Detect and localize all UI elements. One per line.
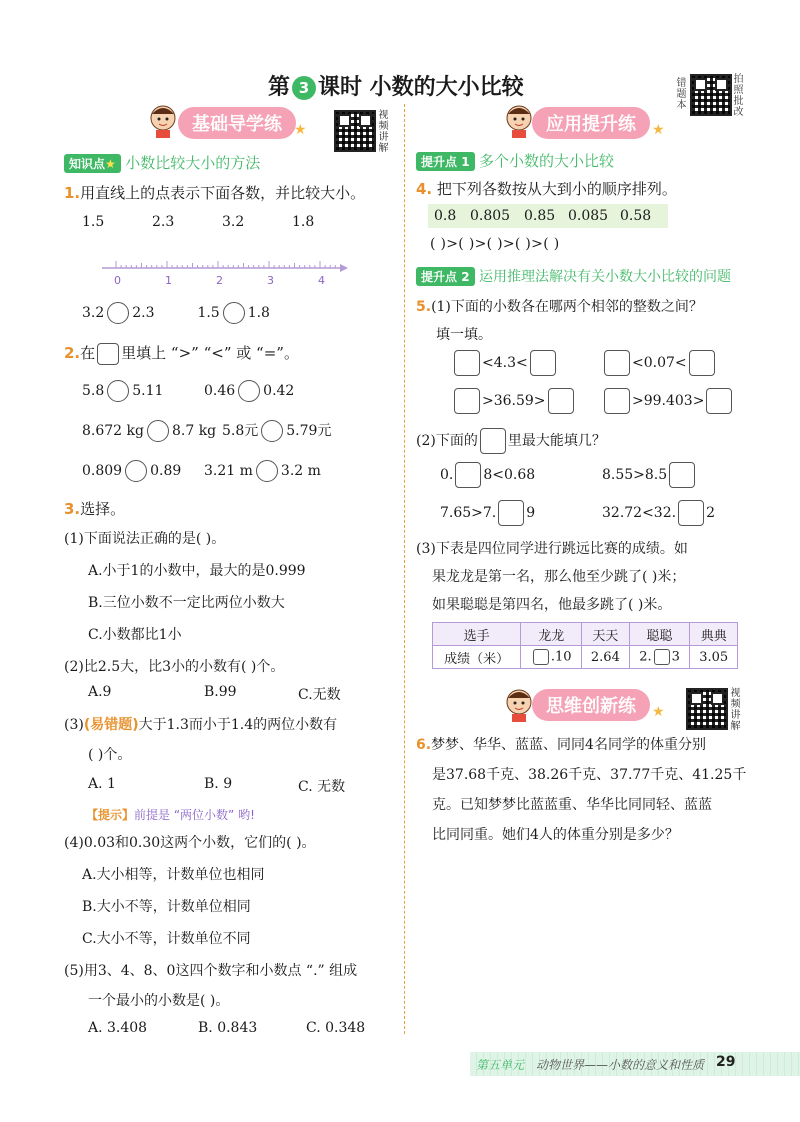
answer-box[interactable] — [654, 649, 670, 665]
answer-box — [480, 428, 506, 454]
qr-code-video-think[interactable] — [686, 688, 728, 730]
answer-box[interactable] — [454, 350, 480, 376]
q5-part-3-c: 如果聪聪是第四名，他最多跳了( )米。 — [432, 597, 672, 613]
option[interactable]: B.99 — [204, 684, 237, 700]
question-5: 5.(1)下面的小数各在哪两个相邻的整数之间？ — [416, 299, 703, 315]
table-cell: 3.05 — [690, 646, 738, 669]
table-header: 龙龙 — [521, 623, 582, 646]
q2-row: 0.809 0.89 — [82, 460, 181, 482]
q3-part-3-blank: ( )个。 — [88, 747, 132, 763]
answer-box[interactable] — [669, 462, 695, 488]
q2-row: 3.21 m 3.2 m — [204, 460, 321, 482]
hint: 【提示】前提是 “两位小数” 哟! — [86, 808, 255, 822]
question-2: 2.在 里填上 “>” “<” 或 “=”。 — [64, 342, 299, 365]
q5-part-3-b: 果龙龙是第一名，那么他至少跳了( )米； — [432, 569, 686, 585]
answer-circle[interactable] — [125, 460, 147, 482]
axis-label: 3 — [267, 274, 274, 287]
improve-point-2-header: 提升点 2 运用推理法解决有关小数大小比较的问题 — [416, 266, 731, 286]
page-title: 第 3 课时 小数的大小比较 — [268, 75, 524, 100]
answer-circle[interactable] — [107, 302, 129, 324]
question-3: 3.选择。 — [64, 500, 126, 518]
option[interactable]: A. 1 — [88, 776, 116, 792]
answer-box[interactable] — [533, 649, 549, 665]
option[interactable]: B. 9 — [204, 776, 233, 792]
qr-code-correction[interactable] — [690, 74, 732, 116]
table-row-label: 成绩（米） — [433, 646, 521, 669]
star-icon: ★ — [652, 122, 665, 138]
photo-correct-label: 拍照批改 — [733, 74, 744, 118]
option[interactable]: A.小于1的小数中，最大的是0.999 — [88, 563, 306, 579]
question-4: 4. 把下列各数按从大到小的顺序排列。 — [416, 180, 677, 198]
q3-part-5-b: 一个最小的小数是( )。 — [88, 993, 230, 1009]
q4-value: 0.805 — [470, 208, 511, 224]
footer-title: 动物世界——小数的意义和性质 — [536, 1058, 705, 1072]
axis-label: 0 — [114, 274, 121, 287]
q6-line: 比同同重。她们4人的体重分别是多少？ — [432, 827, 679, 843]
option[interactable]: C. 无数 — [298, 779, 346, 795]
option[interactable]: C.无数 — [298, 687, 341, 703]
knowledge-point-header: 知识点★ 小数比较大小的方法 — [64, 152, 260, 173]
table-cell: .10 — [521, 646, 582, 669]
q1-value: 1.8 — [292, 214, 315, 230]
q2-row: 0.46 0.42 — [204, 380, 294, 402]
q5-fill: 7.65>7. 9 — [440, 500, 535, 526]
q5-fill-instr: 填一填。 — [436, 327, 492, 343]
axis-label: 4 — [318, 274, 325, 287]
q4-order-blanks[interactable]: ( )>( )>( )>( )>( ) — [430, 236, 560, 252]
video-label: 视频讲解 — [730, 688, 741, 732]
q5-fill: 32.72<32. 2 — [602, 500, 715, 526]
answer-circle[interactable] — [223, 302, 245, 324]
column-divider — [404, 104, 405, 1034]
number-line[interactable] — [100, 258, 350, 292]
q1-value: 2.3 — [152, 214, 175, 230]
option[interactable]: B.三位小数不一定比两位小数大 — [88, 595, 285, 611]
q1-value: 1.5 — [82, 214, 105, 230]
q5-range: >36.59> — [452, 388, 576, 414]
qr-code-video-basic[interactable] — [334, 110, 376, 152]
table-header: 选手 — [433, 623, 521, 646]
page-number: 29 — [716, 1054, 736, 1070]
q5-part-2: (2)下面的 里最大能填几？ — [416, 428, 606, 454]
wrong-book-label: 错题本 — [676, 78, 687, 111]
video-label: 视频讲解 — [378, 110, 389, 154]
q2-row: 5.8元 5.79元 — [222, 420, 331, 442]
table-cell: 2. 3 — [629, 646, 690, 669]
cartoon-kid-icon — [504, 104, 534, 138]
improve-point-1-header: 提升点 1 多个小数的大小比较 — [416, 150, 614, 171]
q3-part-2: (2)比2.5大，比3小的小数有( )个。 — [64, 659, 285, 675]
q5-range: >99.403> — [602, 388, 734, 414]
q5-range: <4.3< — [452, 350, 558, 376]
q1-value: 3.2 — [222, 214, 245, 230]
q3-part-5: (5)用3、4、8、0这四个数字和小数点 “.” 组成 — [64, 963, 358, 979]
section-basic-banner: 基础导学练 — [178, 108, 296, 138]
axis-label: 2 — [216, 274, 223, 287]
option[interactable]: B. 0.843 — [198, 1020, 258, 1036]
q4-value: 0.085 — [568, 208, 609, 224]
q6-line: 克。已知梦梦比蓝蓝重、华华比同同轻、蓝蓝 — [432, 797, 712, 813]
q3-part-4: (4)0.03和0.30这两个小数，它们的( )。 — [64, 835, 316, 851]
answer-box[interactable] — [454, 388, 480, 414]
answer-box[interactable] — [498, 500, 524, 526]
star-icon: ★ — [294, 122, 307, 138]
axis-label: 1 — [165, 274, 172, 287]
star-icon: ★ — [105, 157, 116, 171]
q5-fill: 0. 8<0.68 — [440, 462, 535, 488]
answer-circle[interactable] — [147, 420, 169, 442]
footer-unit: 第五单元 — [476, 1058, 525, 1072]
table-header: 聪聪 — [629, 623, 690, 646]
q3-part-3: (3)(易错题)大于1.3而小于1.4的两位小数有 — [64, 717, 338, 733]
q4-value: 0.58 — [620, 208, 652, 224]
answer-box[interactable] — [548, 388, 574, 414]
answer-box[interactable] — [604, 350, 630, 376]
answer-circle[interactable] — [107, 380, 129, 402]
table-header: 天天 — [582, 623, 630, 646]
q4-value: 0.85 — [524, 208, 556, 224]
option[interactable]: A.9 — [88, 684, 112, 700]
star-icon: ★ — [652, 704, 665, 720]
section-think-banner: 思维创新练 — [532, 690, 650, 720]
table-cell: 2.64 — [582, 646, 630, 669]
option[interactable]: C.小数都比1小 — [88, 627, 182, 643]
error-prone-tag: (易错题) — [83, 717, 139, 733]
lesson-number-badge: 3 — [292, 76, 316, 100]
answer-circle[interactable] — [256, 460, 278, 482]
option[interactable]: A.大小相等，计数单位也相同 — [82, 867, 265, 883]
answer-circle[interactable] — [261, 420, 283, 442]
cartoon-kid-icon — [148, 104, 178, 138]
q5-fill: 8.55>8.5 — [602, 462, 697, 488]
option[interactable]: C.大小不等，计数单位不同 — [82, 931, 251, 947]
jump-results-table — [432, 622, 738, 669]
q4-value: 0.8 — [434, 208, 457, 224]
table-header: 典典 — [690, 623, 738, 646]
answer-box — [97, 343, 119, 365]
q1-compare: 3.2 2.3 1.5 1.8 — [82, 302, 270, 324]
option[interactable]: B.大小不等，计数单位相同 — [82, 899, 251, 915]
option[interactable]: C. 0.348 — [306, 1020, 366, 1036]
section-apply-banner: 应用提升练 — [532, 108, 650, 138]
q2-row: 5.8 5.11 — [82, 380, 163, 402]
question-1: 1.用直线上的点表示下面各数，并比较大小。 — [64, 184, 366, 202]
q3-part-1: (1)下面说法正确的是( )。 — [64, 531, 226, 547]
answer-box[interactable] — [604, 388, 630, 414]
q6-line: 是37.68千克、38.26千克、37.77千克、41.25千 — [432, 767, 747, 783]
answer-box[interactable] — [678, 500, 704, 526]
q2-row: 8.672 kg 8.7 kg — [82, 420, 216, 442]
q5-range: <0.07< — [602, 350, 717, 376]
answer-box[interactable] — [706, 388, 732, 414]
answer-circle[interactable] — [238, 380, 260, 402]
cartoon-kid-icon — [504, 688, 534, 722]
answer-box[interactable] — [530, 350, 556, 376]
answer-box[interactable] — [455, 462, 481, 488]
question-6: 6.梦梦、华华、蓝蓝、同同4名同学的体重分别 — [416, 737, 706, 753]
answer-box[interactable] — [689, 350, 715, 376]
q5-part-3: (3)下表是四位同学进行跳远比赛的成绩。如 — [416, 541, 688, 557]
option[interactable]: A. 3.408 — [88, 1020, 148, 1036]
